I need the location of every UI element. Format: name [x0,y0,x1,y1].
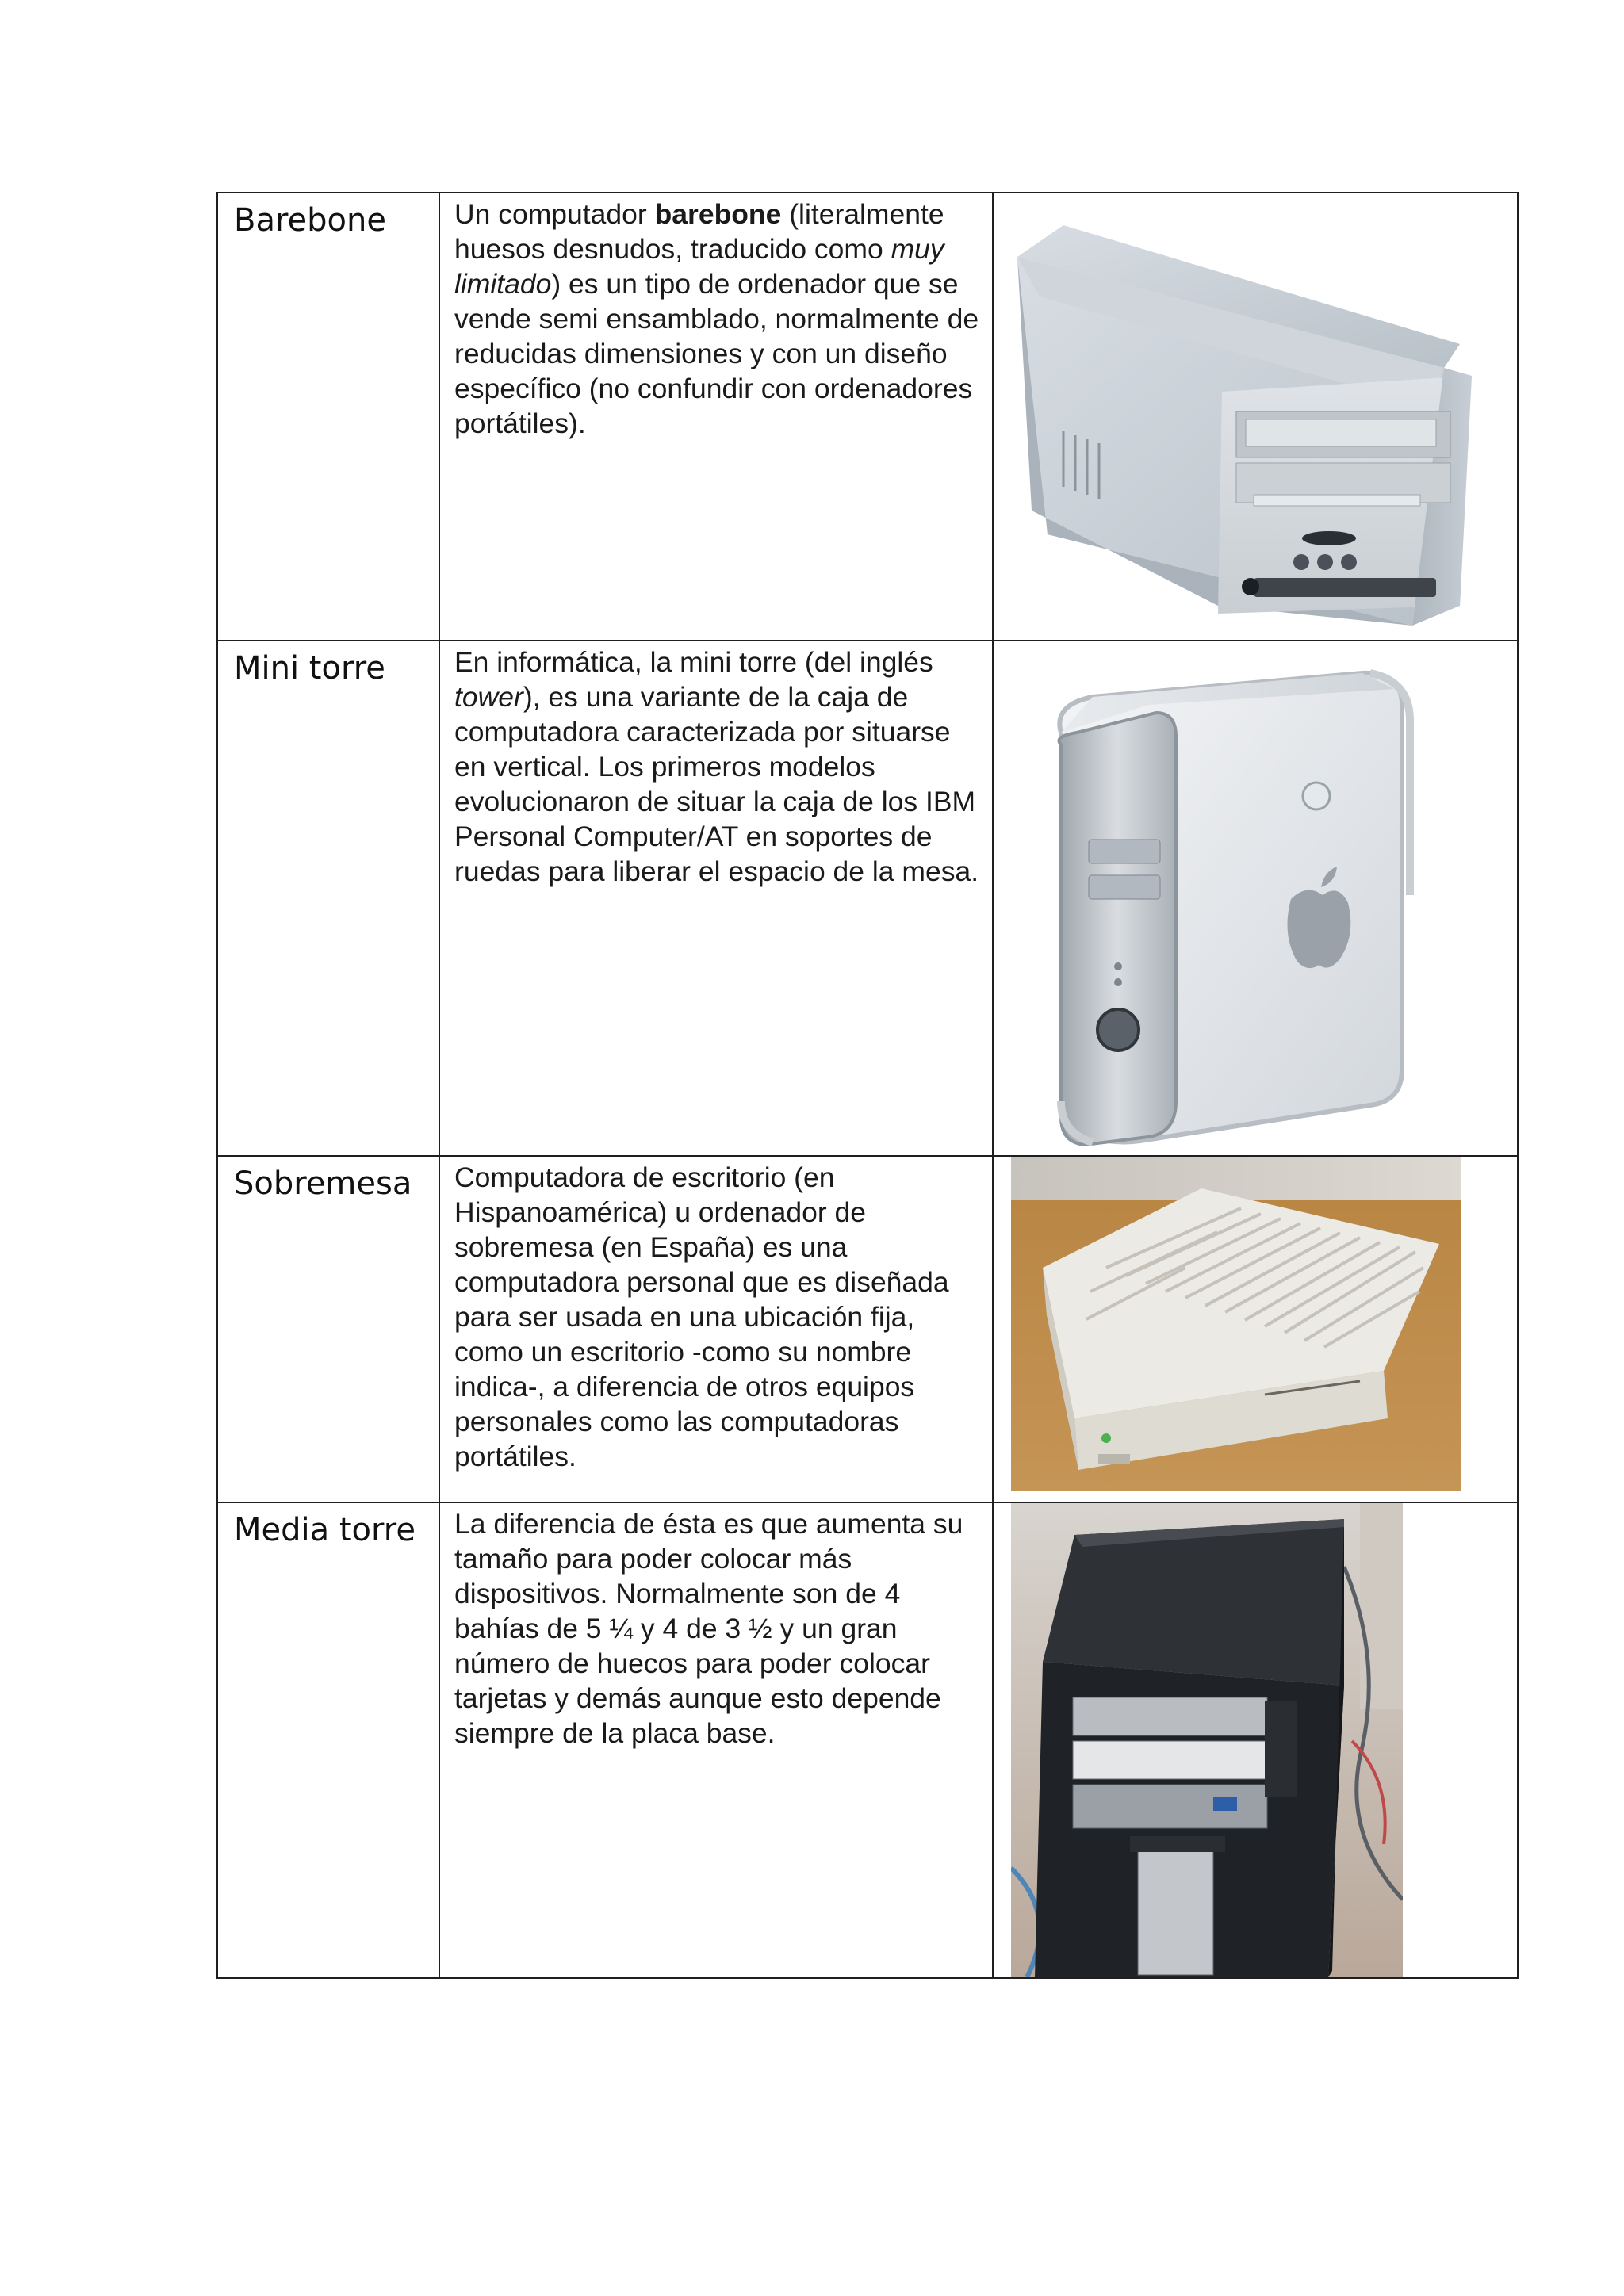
description-text [440,193,992,441]
description-cell [439,193,993,641]
image-cell [993,1502,1518,1978]
table-row-barebone [217,193,1518,641]
description-cell [439,1156,993,1502]
term-label: Mini torre [234,650,385,687]
term-label: Barebone [234,202,386,239]
description-run: tower [454,681,523,713]
description-run: En informática, la mini torre (del inglés [454,646,933,678]
term-cell [217,193,439,641]
table-row-sobremesa [217,1156,1518,1502]
description-run: (literalmente huesos desnudos, traducido como [454,198,944,265]
description-run: ), es una variante de la caja de computadora caracterizada por situarse en vertical. Los primeros modelos evolucionaron de situar la caja de los IBM Personal Computer/AT en soportes de ruedas para liberar el espacio de la mesa. [454,681,979,887]
description-text [440,1157,992,1474]
table-row-media-torre [217,1502,1518,1978]
description-run: Un computador [454,198,655,230]
description-run: Computadora de escritorio (en Hispanoamérica) u ordenador de sobremesa (en España) es una computadora personal que es diseñada para ser usada en una ubicación fija, como un escritorio -como su nombre indica-, a diferencia de otros equipos personales como las computadoras portátiles. [454,1161,949,1472]
term-cell [217,1156,439,1502]
description-run: ) es un tipo de ordenador que se vende semi ensamblado, normalmente de reducidas dimensiones y con un diseño específico (no confundir con ordenadores portátiles). [454,268,979,439]
description-text [440,1503,992,1751]
term-label: Sobremesa [234,1165,412,1202]
image-cell [993,641,1518,1156]
description-run: barebone [654,198,782,230]
term-cell [217,641,439,1156]
description-run: muy limitado [454,233,944,300]
description-cell [439,641,993,1156]
computer-case-types-table [216,192,1519,1979]
image-cell [993,193,1518,641]
image-cell [993,1156,1518,1502]
description-text [440,641,992,889]
description-run: La diferencia de ésta es que aumenta su tamaño para poder colocar más dispositivos. Normalmente son de 4 bahías de 5 ¼ y 4 de 3 ½ y un gran número de huecos para poder colocar tarjetas y demás aunque esto depende siempre de la placa base. [454,1508,963,1749]
table-row-mini-torre [217,641,1518,1156]
term-label: Media torre [234,1512,416,1548]
term-cell [217,1502,439,1978]
description-cell [439,1502,993,1978]
